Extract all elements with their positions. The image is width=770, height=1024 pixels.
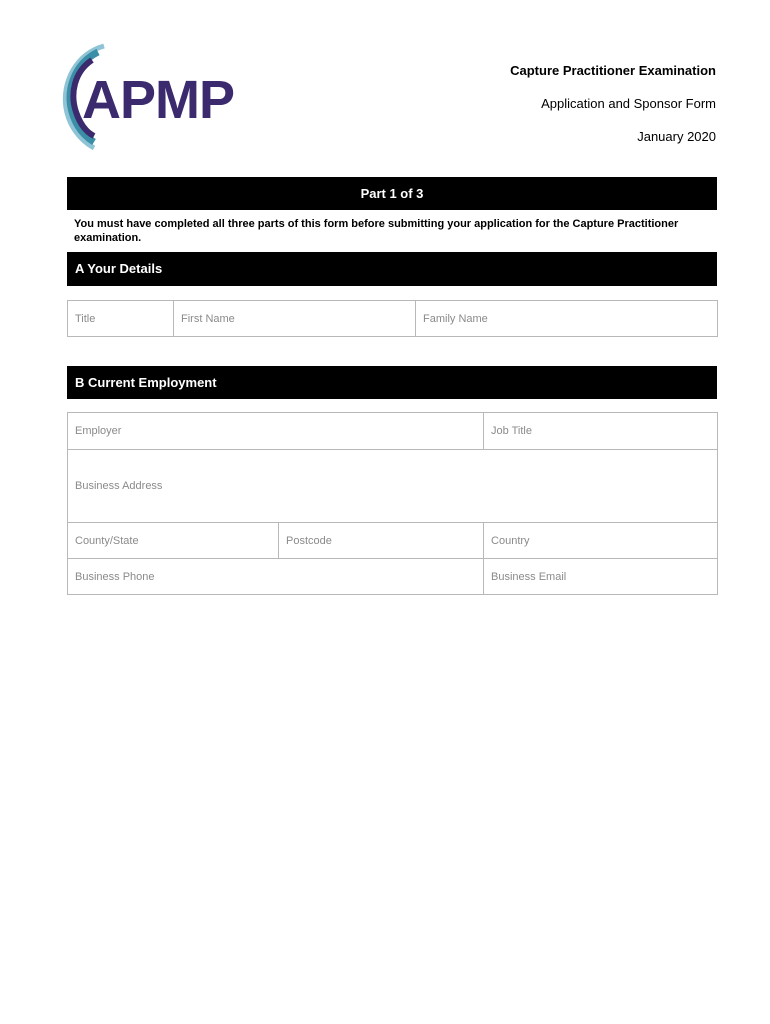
form-date: January 2020 (637, 129, 716, 144)
logo-wordmark: APMP (82, 70, 235, 130)
first-name-field[interactable]: First Name (174, 301, 416, 337)
exam-title: Capture Practitioner Examination (510, 63, 716, 78)
current-employment-grid (67, 412, 718, 595)
form-header (510, 62, 716, 161)
completion-notice: You must have completed all three parts of this form before submitting your application for the Capture Practitioner examination. (74, 218, 679, 244)
form-title: Application and Sponsor Form (541, 96, 716, 111)
apmp-logo (58, 42, 254, 152)
county-state-field[interactable]: County/State (68, 523, 279, 559)
part-banner: Part 1 of 3 (67, 177, 717, 210)
your-details-grid (67, 300, 718, 337)
job-title-field[interactable]: Job Title (484, 413, 718, 450)
title-field[interactable]: Title (68, 301, 174, 337)
business-phone-field[interactable]: Business Phone (68, 559, 484, 595)
business-address-field[interactable]: Business Address (68, 450, 718, 523)
country-field[interactable]: Country (484, 523, 718, 559)
business-email-field[interactable]: Business Email (484, 559, 718, 595)
section-b-heading: B Current Employment (67, 366, 717, 399)
section-a-heading: A Your Details (67, 252, 717, 286)
family-name-field[interactable]: Family Name (416, 301, 718, 337)
employer-field[interactable]: Employer (68, 413, 484, 450)
apmp-logo-graphic (58, 42, 254, 152)
postcode-field[interactable]: Postcode (279, 523, 484, 559)
